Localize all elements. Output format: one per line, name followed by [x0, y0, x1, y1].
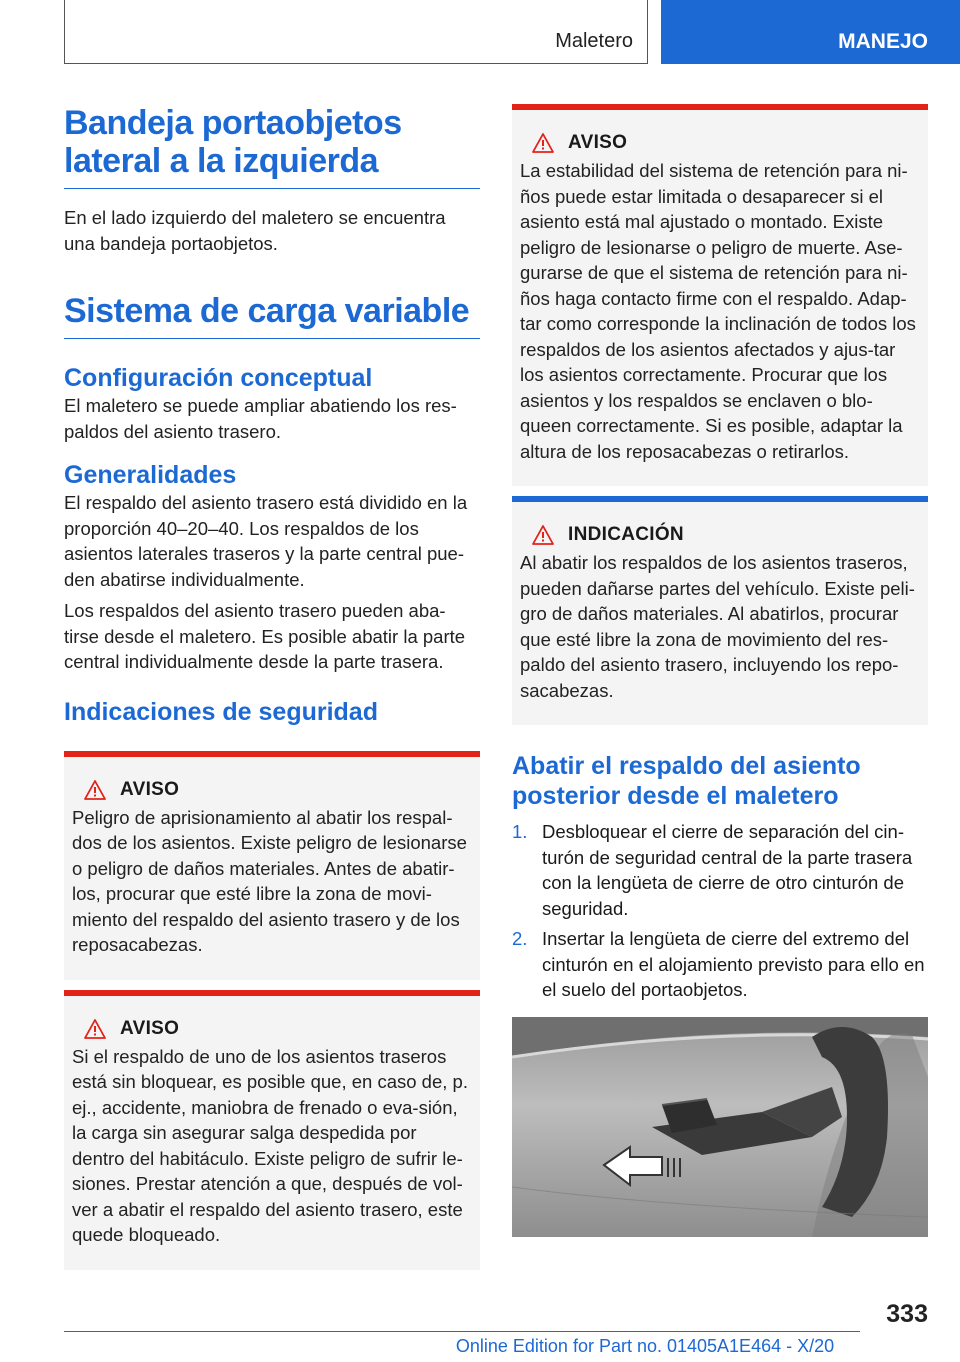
warning-triangle-icon: [84, 1019, 106, 1039]
heading-configuracion: Configuración conceptual: [64, 364, 373, 392]
warning-title-1: AVISO: [120, 778, 180, 800]
note-body: Al abatir los respaldos de los asientos traseros, pueden dañarse partes del vehículo. Existe peli-gro de daños materiales. Al abatirlos, procurar que esté libre la zona de movimiento del res-paldo del asiento trasero, incluyendo los repo-sacabezas.: [520, 552, 915, 701]
warning-triangle-icon: [532, 133, 554, 153]
warning-body-1: Peligro de aprisionamiento al abatir los respal-dos de los asientos. Existe peligro de lesionarse o peligro de daños materiales. Antes de abatir-los, procurar que esté libre la zona de movi-miento del respaldo del asiento trasero y de los reposacabezas.: [72, 806, 467, 955]
heading-generalidades: Generalidades: [64, 461, 237, 489]
right-column: [512, 104, 928, 1237]
note-title: INDICACIÓN: [568, 524, 684, 545]
warning-box-1: [64, 751, 480, 980]
left-column: [64, 104, 480, 1270]
heading-abatir: Abatir el respaldo del asiento posterior desde el maletero: [512, 752, 861, 810]
warning-body-2: Si el respaldo de uno de los asientos traseros está sin bloquear, es posible que, en caso de, p. ej., accidente, maniobra de frenado o eva-sión, la carga sin asegurar salga despedida por dentro del habitáculo. Existe peligro de sufrir le-siones. Prestar atención a que, después de vol-ver a abatir el respaldo del asiento trasero, este quede bloqueado.: [72, 1045, 468, 1245]
paragraph-configuracion: El maletero se puede ampliar abatiendo los res-paldos del asiento trasero.: [64, 395, 457, 442]
step-number: 1.: [512, 821, 528, 842]
heading-sistema-carga: Sistema de carga variable: [64, 292, 480, 339]
warning-triangle-icon: [84, 780, 106, 800]
paragraph-generalidades-2: Los respaldos del asiento trasero pueden aba-tirse desde el maletero. Es posible abatir la parte central individualmente desde la parte trasera.: [64, 600, 466, 672]
trunk-belt-photo: [512, 1017, 928, 1237]
warning-box-3: [512, 104, 928, 486]
heading-bandeja: Bandeja portaobjetos lateral a la izquierda: [64, 104, 480, 189]
header-section-box: [64, 0, 648, 64]
warning-title-2: AVISO: [120, 1017, 180, 1039]
step-number: 2.: [512, 928, 528, 949]
page-number: 333: [886, 1300, 928, 1328]
steps-list: [512, 819, 928, 1003]
header-section-title: Maletero: [555, 30, 633, 52]
footer-edition: Online Edition for Part no. 01405A1E464 - X/20: [455, 1336, 835, 1356]
warning-body-3: La estabilidad del sistema de retención para ni-ños puede estar limitada o desaparecer si el asiento está mal ajustado o montado. Existe peligro de lesionarse o peligro de muerte. Ase-gurarse de que el sistema de retención para ni-ños haga contacto firme con el respaldo. Adap-tar como corresponde la inclinación de todos los respaldos de los asientos afectados y ajus-tar los asientos correctamente. Procurar que los asientos y los respaldos se enclaven o blo-queen correctamente. Si es posible, adaptar la altura de los reposacabezas o retirarlos.: [520, 160, 916, 462]
list-item: [512, 926, 928, 1003]
warning-title-3: AVISO: [568, 132, 628, 153]
warning-triangle-icon: [532, 525, 554, 545]
step-text: Insertar la lengüeta de cierre del extremo del cinturón en el alojamiento previsto para ello en el suelo del portaobjetos.: [542, 928, 925, 1000]
heading-seguridad: Indicaciones de seguridad: [64, 697, 378, 726]
paragraph-generalidades-1: El respaldo del asiento trasero está dividido en la proporción 40–20–40. Los respaldos de los asientos laterales traseros y la parte central pue-den abatirse individualmente.: [64, 492, 468, 590]
list-item: [512, 819, 928, 921]
paragraph-bandeja: En el lado izquierdo del maletero se encuentra una bandeja portaobjetos.: [64, 207, 446, 254]
warning-box-2: [64, 990, 480, 1270]
footer-divider: [64, 1331, 860, 1332]
header-chapter-tab[interactable]: MANEJO: [661, 0, 960, 64]
note-box: [512, 496, 928, 725]
step-text: Desbloquear el cierre de separación del cin-turón de seguridad central de la parte trasera con la lengüeta de cierre de otro cinturón de seguridad.: [542, 821, 913, 919]
